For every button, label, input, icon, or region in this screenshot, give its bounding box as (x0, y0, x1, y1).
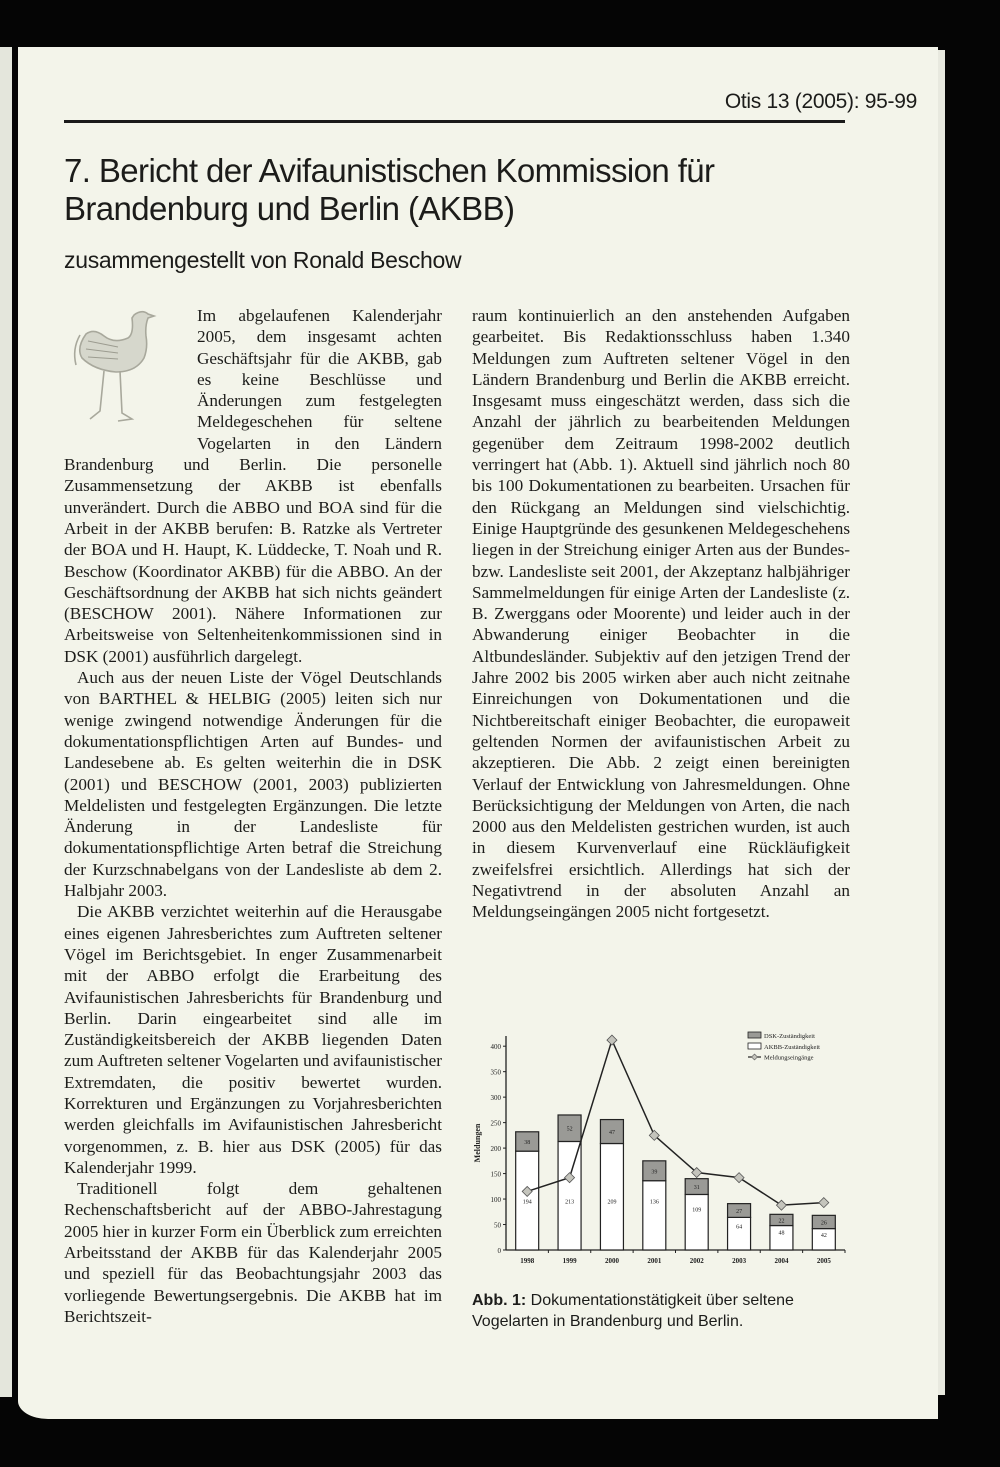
legend-label: AKBB-Zuständigkeit (764, 1044, 820, 1051)
paragraph: Auch aus der neuen Liste der Vögel Deutschlands von BARTHEL & HELBIG (2005) leiten sich nur wenige zwingend notwendige Änderungen für die dokumentationspflichtigen Arten auf Bundes- und Landesebene ab. Es gelten weiterhin die in DSK (2001) und BESCHOW (2001, 2003) publizierten Meldelisten und festgelegten Ergänzungen. Die letzte Änderung in der Landesliste für dokumentationspflichtige Arten betraf die Streichung der Kurzschnabelgans von der Landesliste ab dem 2. Halbjahr 2003. (64, 668, 442, 901)
bar-value-label: 39 (651, 1169, 658, 1176)
header-rule (64, 120, 845, 123)
bar-value-label: 209 (607, 1199, 617, 1206)
bustard-illustration-icon (64, 305, 189, 435)
bar-value-label: 48 (778, 1230, 785, 1237)
facing-page-edge (0, 47, 12, 1397)
bar-akbb (600, 1144, 623, 1250)
bar-value-label: 52 (566, 1126, 573, 1133)
paragraph: raum kontinuierlich an den anstehenden Aufgaben gearbeitet. Bis Redaktionsschluss haben 1.340 Meldungen zum Auftreten seltener Vögel in den Ländern Brandenburg und Berlin die AKBB erreicht. Insgesamt muss eingeschätzt werden, dass sich die Anzahl der jährlich zu bearbeitenden Meldungen gegenüber dem Zeitraum 1998-2002 deutlich verringert hat (Abb. 1). Aktuell sind jährlich noch 80 bis 100 Dokumentationen zu bearbeiten. Ursachen für den Rückgang an Meldungen sind vielschichtig. Einige Hauptgründe des gesunkenen Meldegeschehens liegen in der Streichung einiger Arten aus der Bundes- bzw. Landesliste seit 2001, der Akzeptanz halbjähriger Sammelmeldungen für einige Arten der Landesliste (z. B. Zwerggans oder Moorente) und leider auch in der Abwanderung einiger Beobachter in die Altbundesländer. Subjektiv auf den jetzigen Trend der Jahre 2002 bis 2005 wirken aber auch nicht zeitnahe Einreichungen von Dokumentationen und die Nichtbereitschaft einiger Beobachter, die europaweit geltenden Normen der avifaunistischen Arbeit zu akzeptieren. Die Abb. 2 zeigt einen bereinigten Verlauf der Entwicklung von Jahresmeldungen. Ohne Berücksichtigung der Meldungen von Arten, die nach 2000 aus den Meldelisten gestrichen wurden, ist auch in diesem Kurvenverlauf eine Rückläufigkeit zweifelsfrei ersichtlich. Allerdings hat sich der Negativtrend in der absoluten Anzahl an Meldungseingängen 2005 nicht fortgesetzt. (472, 306, 851, 922)
diamond-marker-icon (819, 1198, 829, 1208)
paragraph: Die AKBB verzichtet weiterhin auf die Herausgabe eines eigenen Jahresberichtes zum Auftreten seltener Vögel im Berichtsgebiet. In enger Zusammenarbeit mit der ABBO erfolgt die Erarbeitung des Avifaunistischen Jahresberichts für Brandenburg und Berlin. Darin eingearbeitet sind alle im Zuständigkeitsbereich der AKBB liegenden Daten zum Auftreten seltener Vogelarten und avifaunistischer Extremdaten, die positiv bewertet wurden. Korrekturen und Ergänzungen zu Vorjahresberichten werden gleichfalls im Avifaunistischen Jahresbericht vorgenommen, z. B. hier aus DSK (2005) für das Kalenderjahr 1999. (64, 902, 442, 1177)
bar-akbb (770, 1226, 793, 1250)
bar-akbb (728, 1217, 751, 1250)
running-head: Otis 13 (2005): 95-99 (724, 90, 917, 113)
bar-value-label: 42 (820, 1232, 827, 1239)
bar-value-label: 136 (649, 1199, 659, 1206)
figure-caption (472, 1290, 852, 1332)
paragraph: Im abgelaufenen Kalenderjahr 2005, dem insgesamt achten Geschäftsjahr für die AKBB, gab es keine Beschlüsse und Änderungen zum festgelegten Meldegeschehen für seltene Vogelarten in den Ländern Brandenburg und Berlin. Die personelle Zusammensetzung der AKBB ist ebenfalls unverändert. Durch die ABBO und BOA sind für die Arbeit in der AKBB berufen: B. Ratzke als Vertreter der BOA und H. Haupt, K. Lüddecke, T. Noah und R. Beschow (Koordinator AKBB) für die ABBO. An der Geschäftsordnung der AKBB hat sich nichts geändert (BESCHOW 2001). Nähere Informationen zur Arbeitsweise von Seltenheitenkommissionen sind in DSK (2001) ausführlich dargelegt. (64, 306, 442, 666)
x-tick-label: 1998 (520, 1257, 535, 1265)
right-column (472, 305, 850, 923)
y-tick-label: 0 (497, 1247, 501, 1255)
stacked-bar-line-chart (470, 1024, 850, 1274)
bar-value-label: 213 (565, 1199, 575, 1206)
legend-swatch-dsk (748, 1032, 761, 1038)
y-tick-label: 300 (490, 1094, 501, 1103)
x-tick-label: 1999 (562, 1257, 577, 1265)
diamond-marker-icon (734, 1173, 744, 1183)
y-axis-label: Meldungen (473, 1123, 482, 1163)
x-tick-label: 2005 (816, 1257, 831, 1265)
bar-value-label: 22 (778, 1218, 785, 1225)
article-author-line: zusammengestellt von Ronald Beschow (64, 247, 462, 273)
y-tick-label: 150 (490, 1170, 501, 1179)
legend-swatch-akbb (748, 1043, 761, 1049)
y-tick-label: 200 (490, 1145, 501, 1154)
x-tick-label: 2001 (647, 1257, 662, 1265)
bar-akbb (558, 1141, 581, 1250)
diamond-marker-icon (776, 1200, 786, 1210)
bar-akbb (643, 1181, 666, 1250)
page-stack-edge (938, 50, 945, 1395)
legend-diamond-icon (752, 1054, 758, 1060)
x-tick-label: 2000 (604, 1257, 619, 1265)
bar-value-label: 109 (692, 1207, 702, 1214)
legend-label: DSK-Zuständigkeit (764, 1033, 815, 1040)
x-tick-label: 2002 (689, 1257, 704, 1265)
bar-value-label: 27 (736, 1209, 743, 1216)
x-tick-label: 2004 (774, 1257, 789, 1265)
bar-value-label: 64 (736, 1224, 743, 1231)
bar-value-label: 31 (693, 1185, 700, 1192)
y-tick-label: 350 (490, 1068, 501, 1077)
caption-label: Abb. 1: (472, 1292, 527, 1309)
bar-value-label: 26 (820, 1220, 827, 1227)
caption-text: Dokumentationstätigkeit über seltene Vogelarten in Brandenburg und Berlin. (472, 1292, 794, 1330)
x-tick-label: 2003 (732, 1257, 747, 1265)
paragraph: Traditionell folgt dem gehaltenen Rechenschaftsbericht auf der ABBO-Jahrestagung 2005 hier in kurzer Form ein Überblick zum erreichten Arbeitsstand der AKBB für das Kalenderjahr 2005 und speziell für das Beobachtungsjahr 2003 das vorliegende Bewertungsergebnis. Die AKBB hat im Berichtszeit- (64, 1179, 442, 1326)
legend-label: Meldungseingänge (764, 1054, 814, 1062)
bar-value-label: 194 (522, 1199, 532, 1206)
figure-chart (470, 1024, 850, 1274)
bar-akbb (812, 1229, 835, 1250)
article-title: 7. Bericht der Avifaunistischen Kommission für Brandenburg und Berlin (AKBB) (64, 152, 715, 227)
y-tick-label: 250 (490, 1119, 501, 1128)
bar-value-label: 38 (524, 1139, 531, 1146)
bar-akbb (685, 1194, 708, 1250)
y-tick-label: 400 (490, 1043, 501, 1052)
y-tick-label: 50 (494, 1221, 501, 1230)
bar-value-label: 47 (608, 1130, 615, 1137)
diamond-marker-icon (607, 1035, 617, 1045)
y-tick-label: 100 (490, 1196, 501, 1205)
left-column (64, 305, 442, 1327)
